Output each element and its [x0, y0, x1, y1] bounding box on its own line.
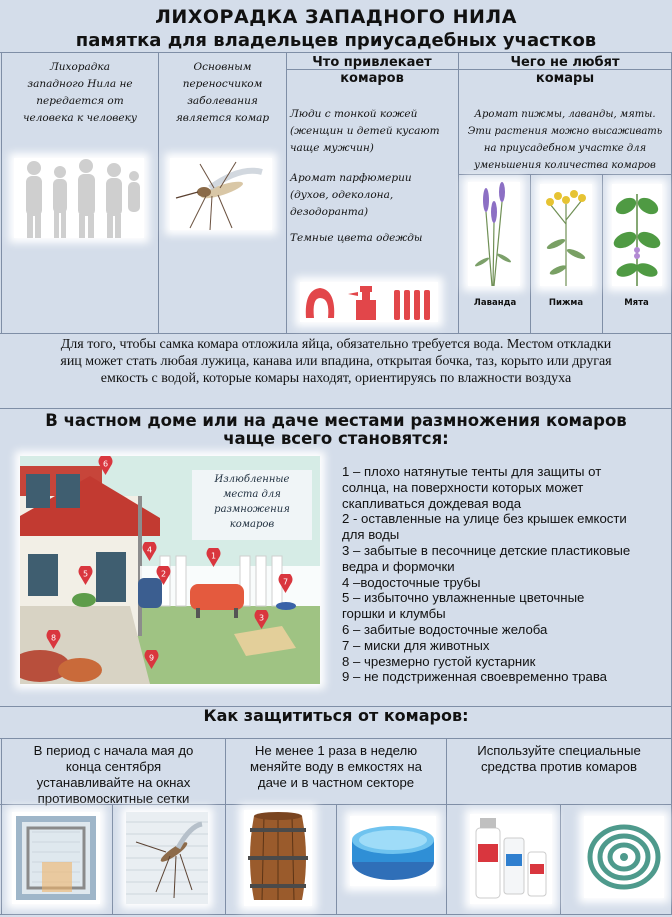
pin-9 — [144, 650, 159, 669]
breeding-paragraph: Для того, чтобы самка комара отложила яйца, обязательно требуется вода. Местом откладки яиц может стать любая лужица, канава или впадина, открытая бочка, таз, корыто или другая емкость с водой, которые комары находят, ориентируясь по влажности воздуха — [60, 337, 612, 386]
attracts-item-dark-clothes: Темные цвета одежды — [290, 232, 423, 244]
pin-3 — [254, 610, 269, 629]
divider — [0, 52, 672, 53]
pin-8 — [46, 630, 61, 649]
list-item: солнца, на поверхности которых может — [342, 479, 584, 495]
divider — [602, 174, 603, 333]
protection-heading: Как защититься от комаров: — [203, 706, 469, 725]
tip-nets: В период с начала мая до конца сентября устанавливайте на окнах противомоскитные сетки — [33, 743, 194, 806]
coil-image — [584, 816, 664, 898]
yard-illustration — [20, 456, 320, 684]
divider — [560, 804, 561, 914]
svg-text:6: 6 — [102, 459, 109, 469]
lavender-image — [468, 182, 520, 286]
attractants-icons — [300, 282, 438, 322]
svg-text:2: 2 — [160, 569, 167, 579]
mosquito-net-image — [126, 812, 208, 904]
mint-image — [612, 184, 662, 286]
attracts-heading: Что привлекает комаров — [312, 55, 432, 86]
plant-label-mint: Мята — [624, 298, 649, 308]
svg-text:4: 4 — [146, 545, 153, 555]
silhouettes-image — [14, 158, 144, 238]
window-net-image — [12, 812, 100, 904]
list-item: скапливаться дождевая вода — [342, 495, 522, 511]
attracts-item-skin: Люди с тонкой кожей (женщин и детей кусают чаще мужчин) — [290, 108, 440, 154]
divider — [336, 804, 337, 914]
pin-7 — [278, 574, 293, 593]
illustration-caption: Излюбленные места для размножения комаров — [214, 474, 290, 530]
pin-5 — [78, 566, 93, 585]
list-item: 4 –водосточные трубы — [342, 574, 481, 590]
list-item: для воды — [342, 527, 400, 543]
divider — [0, 914, 672, 915]
tip-repellents: Используйте специальные средства против комаров — [477, 743, 641, 774]
pin-6 — [98, 456, 113, 475]
divider — [0, 333, 672, 334]
list-item: 5 – избыточно увлажненные цветочные — [342, 590, 585, 606]
list-item: горшки и клумбы — [342, 606, 446, 622]
svg-text:9: 9 — [148, 653, 155, 663]
dislikes-heading: Чего не любят комары — [510, 55, 620, 86]
barrel-image — [244, 810, 312, 906]
divider — [112, 804, 113, 914]
divider — [286, 52, 287, 333]
list-item: ведра и формочки — [342, 558, 455, 574]
page-subtitle: памятка для владельцев приусадебных участков — [75, 30, 597, 51]
tansy-image — [540, 184, 592, 286]
breeding-list — [342, 464, 668, 685]
divider — [0, 738, 672, 739]
svg-text:1: 1 — [210, 551, 217, 561]
fact-mosquito-carrier: Основным переносчиком заболевания является комар — [175, 61, 270, 124]
svg-text:5: 5 — [82, 569, 89, 579]
pin-1 — [206, 548, 221, 567]
divider — [0, 408, 672, 409]
mosquito-image — [170, 158, 272, 230]
list-item: 6 – забитые водосточные желоба — [342, 621, 548, 637]
list-item: 2 - оставленные на улице без крышек емкости — [342, 511, 627, 527]
tip-water: Не менее 1 раза в неделю меняйте воду в емкостях на даче и в частном секторе — [250, 743, 422, 790]
divider — [530, 174, 531, 333]
list-item: 9 – не подстриженная своевременно трава — [342, 669, 608, 685]
svg-text:3: 3 — [258, 613, 265, 623]
fact-not-contagious: Лихорадка западного Нила не передается от человека к человеку — [23, 61, 137, 124]
list-item: 3 – забытые в песочнице детские пластиковые — [342, 542, 631, 558]
repellents-image — [470, 814, 552, 904]
attracts-item-perfume: Аромат парфюмерии (духов, одеколона, дезодоранта) — [290, 172, 412, 218]
breeding-heading: В частном доме или на даче местами размножения комаров чаще всего становятся: — [45, 411, 627, 448]
list-item: 1 – плохо натянутые тенты для защиты от — [342, 464, 602, 479]
plant-label-tansy: Пижма — [548, 298, 584, 308]
plant-label-lavender: Лаванда — [473, 298, 517, 308]
dislikes-text: Аромат пижмы, лаванды, мяты. Эти растения можно высаживать на приусадебном участке для уменьшения количества комаров — [467, 109, 663, 171]
divider — [458, 174, 672, 175]
svg-text:8: 8 — [50, 633, 57, 643]
page-title: ЛИХОРАДКА ЗАПАДНОГО НИЛА — [155, 6, 517, 28]
pin-4 — [142, 542, 157, 561]
list-item: 7 – миски для животных — [342, 637, 490, 653]
divider — [458, 52, 459, 333]
list-item: 8 – чрезмерно густой кустарник — [342, 653, 536, 669]
pool-image — [350, 816, 436, 886]
pin-2 — [156, 566, 171, 585]
svg-text:7: 7 — [282, 577, 289, 587]
